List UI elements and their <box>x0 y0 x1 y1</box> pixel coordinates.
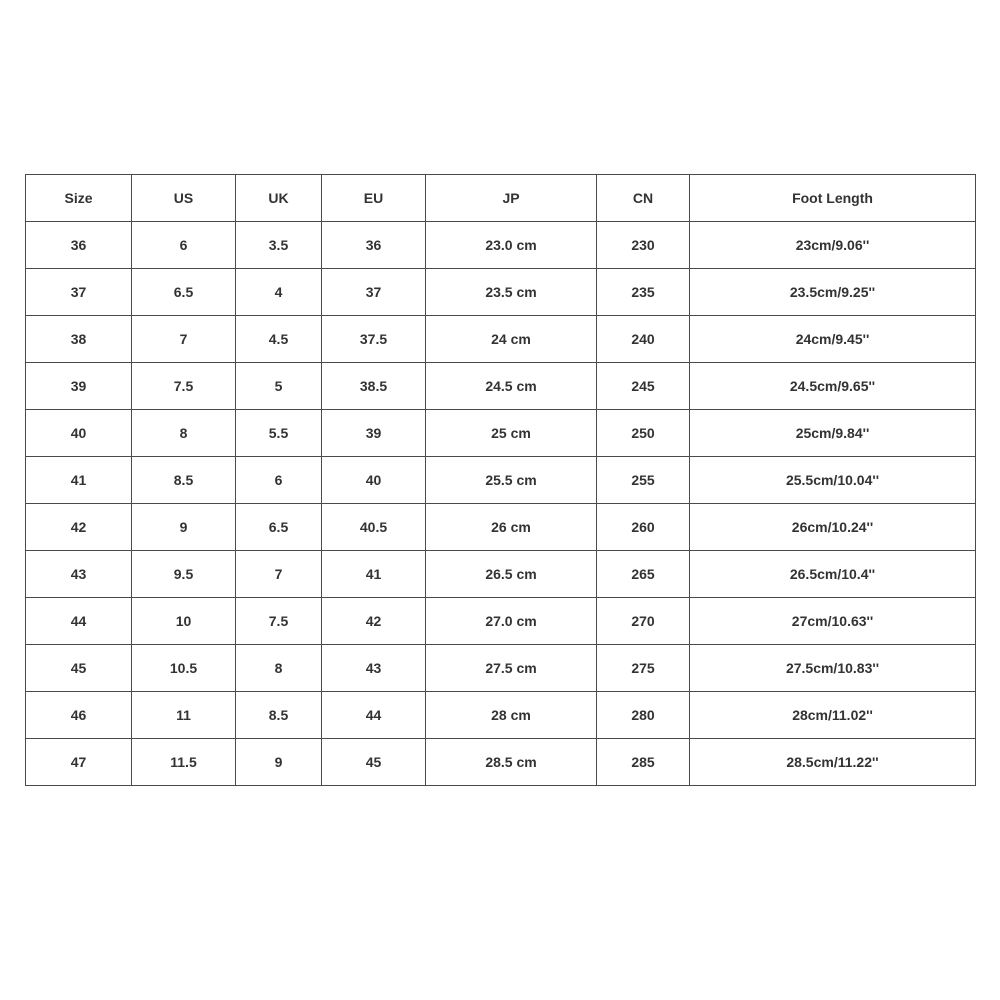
table-row <box>26 457 976 504</box>
cell-uk: 5 <box>236 363 322 410</box>
cell-size: 45 <box>26 645 132 692</box>
table-row <box>26 739 976 786</box>
cell-uk: 6.5 <box>236 504 322 551</box>
cell-jp: 25 cm <box>426 410 597 457</box>
cell-eu: 37.5 <box>322 316 426 363</box>
table-row <box>26 269 976 316</box>
cell-foot-length: 25.5cm/10.04'' <box>690 457 976 504</box>
cell-uk: 8.5 <box>236 692 322 739</box>
cell-cn: 235 <box>597 269 690 316</box>
cell-cn: 240 <box>597 316 690 363</box>
cell-cn: 270 <box>597 598 690 645</box>
table-row <box>26 504 976 551</box>
cell-eu: 40 <box>322 457 426 504</box>
cell-eu: 39 <box>322 410 426 457</box>
cell-jp: 23.5 cm <box>426 269 597 316</box>
cell-eu: 38.5 <box>322 363 426 410</box>
table-row <box>26 222 976 269</box>
cell-eu: 40.5 <box>322 504 426 551</box>
cell-jp: 23.0 cm <box>426 222 597 269</box>
cell-jp: 28 cm <box>426 692 597 739</box>
cell-us: 11.5 <box>132 739 236 786</box>
cell-eu: 43 <box>322 645 426 692</box>
cell-size: 46 <box>26 692 132 739</box>
table-row <box>26 598 976 645</box>
cell-eu: 44 <box>322 692 426 739</box>
cell-us: 8 <box>132 410 236 457</box>
cell-size: 41 <box>26 457 132 504</box>
cell-eu: 41 <box>322 551 426 598</box>
cell-jp: 28.5 cm <box>426 739 597 786</box>
cell-us: 7 <box>132 316 236 363</box>
cell-cn: 230 <box>597 222 690 269</box>
cell-cn: 280 <box>597 692 690 739</box>
cell-cn: 245 <box>597 363 690 410</box>
cell-uk: 7.5 <box>236 598 322 645</box>
cell-cn: 275 <box>597 645 690 692</box>
cell-foot-length: 23cm/9.06'' <box>690 222 976 269</box>
cell-size: 38 <box>26 316 132 363</box>
column-header-uk: UK <box>236 175 322 222</box>
cell-size: 42 <box>26 504 132 551</box>
cell-uk: 6 <box>236 457 322 504</box>
cell-foot-length: 28.5cm/11.22'' <box>690 739 976 786</box>
cell-us: 10 <box>132 598 236 645</box>
cell-foot-length: 23.5cm/9.25'' <box>690 269 976 316</box>
cell-eu: 37 <box>322 269 426 316</box>
cell-eu: 36 <box>322 222 426 269</box>
cell-uk: 3.5 <box>236 222 322 269</box>
cell-us: 11 <box>132 692 236 739</box>
cell-foot-length: 27.5cm/10.83'' <box>690 645 976 692</box>
cell-foot-length: 24cm/9.45'' <box>690 316 976 363</box>
cell-jp: 27.5 cm <box>426 645 597 692</box>
cell-size: 39 <box>26 363 132 410</box>
column-header-cn: CN <box>597 175 690 222</box>
cell-size: 44 <box>26 598 132 645</box>
table-row <box>26 692 976 739</box>
cell-us: 9.5 <box>132 551 236 598</box>
cell-cn: 265 <box>597 551 690 598</box>
cell-eu: 42 <box>322 598 426 645</box>
cell-uk: 4.5 <box>236 316 322 363</box>
cell-uk: 7 <box>236 551 322 598</box>
cell-uk: 4 <box>236 269 322 316</box>
cell-foot-length: 28cm/11.02'' <box>690 692 976 739</box>
table-row <box>26 410 976 457</box>
cell-cn: 285 <box>597 739 690 786</box>
table-row <box>26 316 976 363</box>
cell-us: 6 <box>132 222 236 269</box>
cell-us: 9 <box>132 504 236 551</box>
cell-us: 10.5 <box>132 645 236 692</box>
cell-jp: 24.5 cm <box>426 363 597 410</box>
cell-size: 47 <box>26 739 132 786</box>
table-row <box>26 645 976 692</box>
size-chart-body <box>26 222 976 786</box>
cell-uk: 8 <box>236 645 322 692</box>
column-header-size: Size <box>26 175 132 222</box>
cell-size: 37 <box>26 269 132 316</box>
cell-size: 43 <box>26 551 132 598</box>
cell-size: 36 <box>26 222 132 269</box>
cell-jp: 27.0 cm <box>426 598 597 645</box>
column-header-eu: EU <box>322 175 426 222</box>
cell-cn: 250 <box>597 410 690 457</box>
cell-jp: 24 cm <box>426 316 597 363</box>
cell-foot-length: 26.5cm/10.4'' <box>690 551 976 598</box>
cell-foot-length: 25cm/9.84'' <box>690 410 976 457</box>
header-row <box>26 175 976 222</box>
column-header-foot-length: Foot Length <box>690 175 976 222</box>
cell-us: 8.5 <box>132 457 236 504</box>
cell-size: 40 <box>26 410 132 457</box>
column-header-us: US <box>132 175 236 222</box>
cell-jp: 26.5 cm <box>426 551 597 598</box>
cell-us: 7.5 <box>132 363 236 410</box>
cell-eu: 45 <box>322 739 426 786</box>
cell-cn: 260 <box>597 504 690 551</box>
cell-us: 6.5 <box>132 269 236 316</box>
cell-uk: 9 <box>236 739 322 786</box>
table-row <box>26 363 976 410</box>
cell-jp: 26 cm <box>426 504 597 551</box>
cell-foot-length: 24.5cm/9.65'' <box>690 363 976 410</box>
cell-foot-length: 27cm/10.63'' <box>690 598 976 645</box>
cell-jp: 25.5 cm <box>426 457 597 504</box>
table-row <box>26 551 976 598</box>
column-header-jp: JP <box>426 175 597 222</box>
size-chart-container <box>25 174 975 786</box>
cell-cn: 255 <box>597 457 690 504</box>
size-chart-table <box>25 174 976 786</box>
cell-foot-length: 26cm/10.24'' <box>690 504 976 551</box>
cell-uk: 5.5 <box>236 410 322 457</box>
